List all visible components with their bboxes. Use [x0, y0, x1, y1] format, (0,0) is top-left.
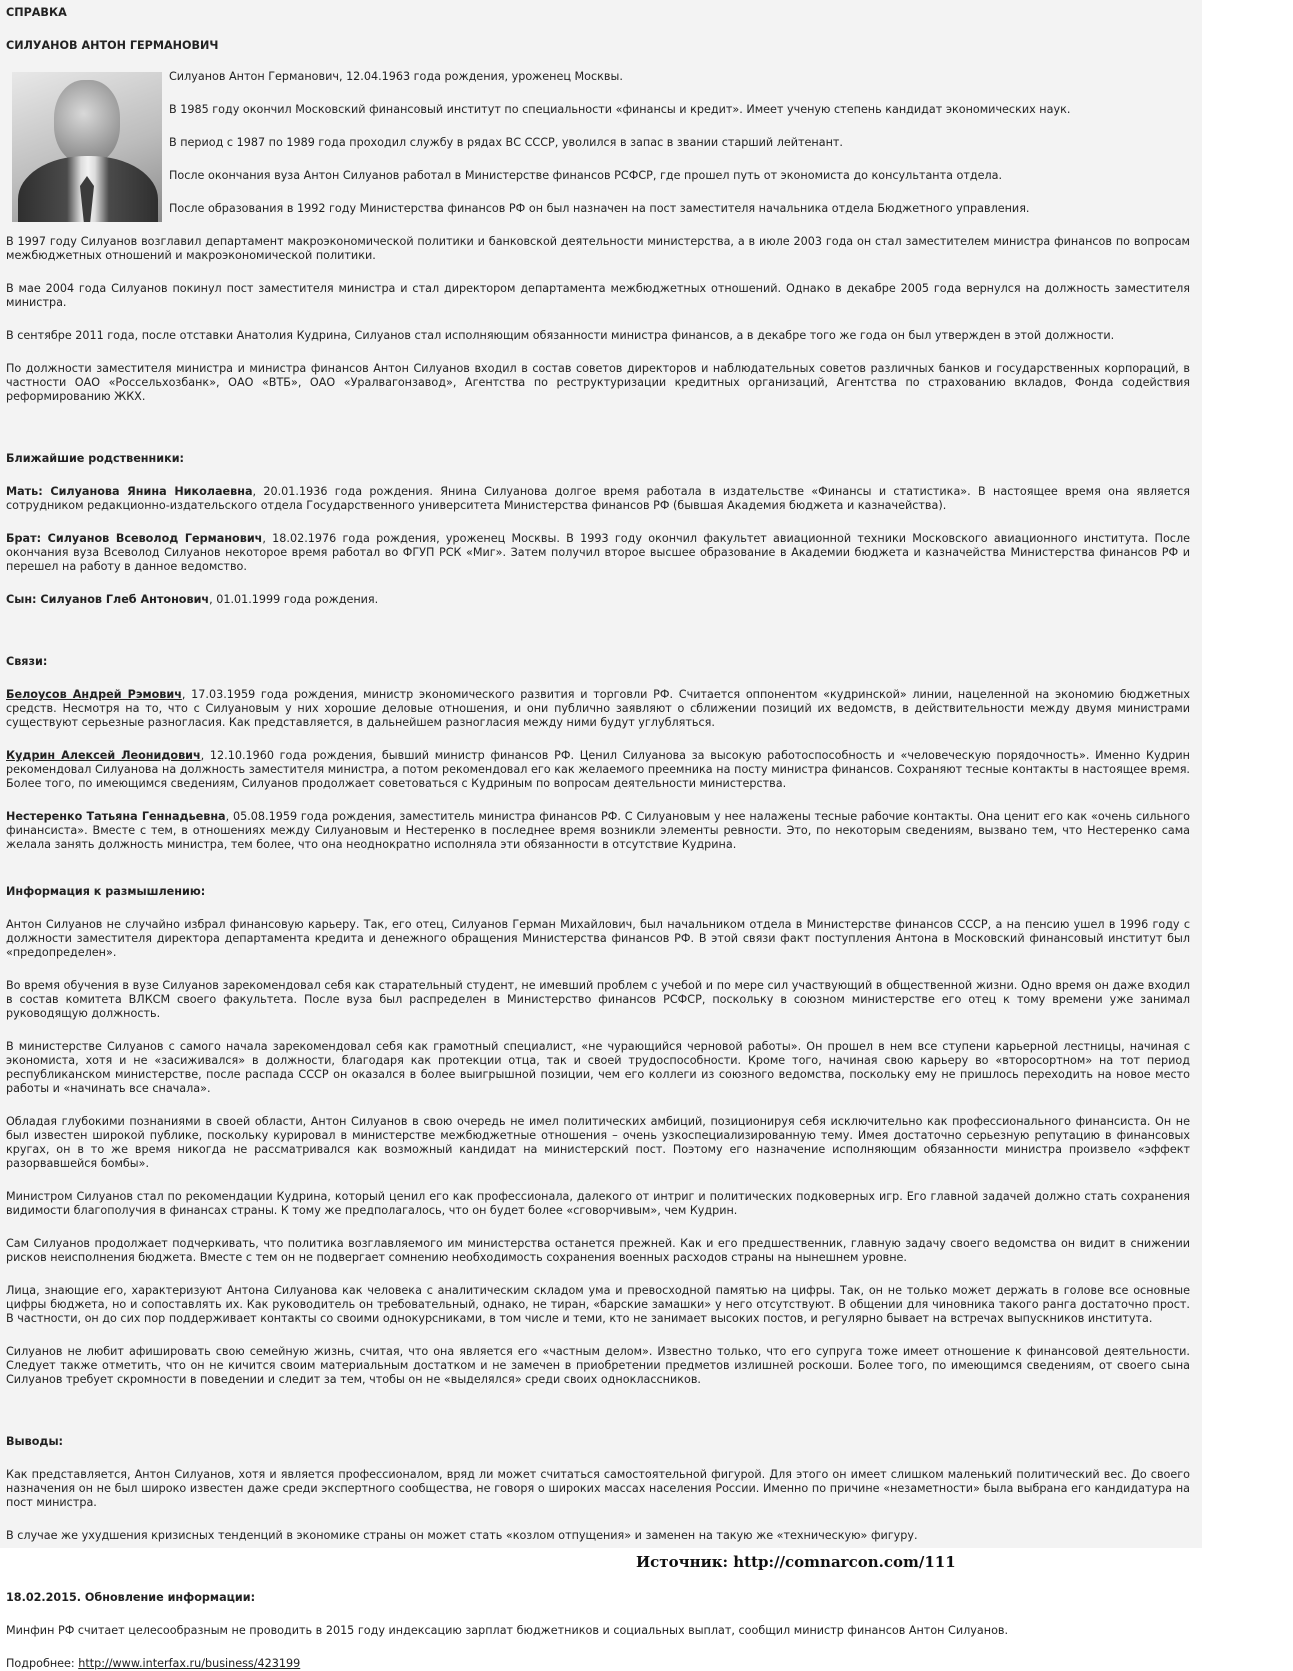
person-link[interactable]: Кудрин Алексей Леонидович [6, 749, 201, 762]
conclusion-paragraph: Как представляется, Антон Силуанов, хотя и является профессионалом, вряд ли может считаться самостоятельной фигурой. Для этого он имеет слишком маленький политический вес. До своего назначения он не был широко известен даже среди экспертного сообщества, не говоря о широких массах населения России. Именно по причине «незаметности» была выбрана его кандидатура на пост министра. [6, 1468, 1190, 1509]
reflection-paragraph: Сам Силуанов продолжает подчеркивать, что политика возглавляемого им министерства останется прежней. Как и его предшественник, главную задачу своего ведомства он видит в снижении рисков неисполнения бюджета. Вместе с тем он не подвергает сомнению необходимость сохранения военных расходов страны на нынешнем уровне. [6, 1237, 1190, 1264]
link-item: Белоусов Андрей Рэмович, 17.03.1959 года рождения, министр экономического развития и торговли РФ. Считается оппонентом «кудринской» линии, нацеленной на экономию бюджетных средств. Несмотря на то, что с Силуановым у них хорошие деловые отношения, и они публично заявляют о сближении позиций их ведомств, в действительности между двумя министрами существуют серьезные разногласия. Как представляется, в дальнейшем разногласия между ними будут углубляться. [6, 688, 1191, 729]
person-name-bold: Нестеренко Татьяна Геннадьевна [6, 810, 226, 823]
person-link[interactable]: Белоусов Андрей Рэмович [6, 688, 182, 701]
relatives-heading: Ближайшие родственники: [6, 452, 185, 465]
bio-paragraph: В 1985 году окончил Московский финансовый институт по специальности «финансы и кредит». Имеет ученую степень кандидат экономических наук. [169, 103, 1071, 116]
update-text: Минфин РФ считает целесообразным не проводить в 2015 году индексацию зарплат бюджетников и социальных выплат, сообщил министр финансов Антон Силуанов. [6, 1624, 1009, 1637]
update-heading: 18.02.2015. Обновление информации: [6, 1591, 256, 1604]
reflection-paragraph: Антон Силуанов не случайно избрал финансовую карьеру. Так, его отец, Силуанов Герман Михайлович, был начальником отдела в Министерстве финансов СССР, а на пенсию ушел в 1996 году с должности заместителя директора департамента кредита и денежного обращения Министерства финансов РФ. В этой связи факт поступления Антона в Московский финансовый институт был «предопределен». [6, 918, 1190, 959]
bio-paragraph: В мае 2004 года Силуанов покинул пост заместителя министра и стал директором департамента межбюджетных отношений. Однако в декабре 2005 года вернулся на должность заместителя министра. [6, 282, 1190, 309]
conclusions-heading: Выводы: [6, 1435, 64, 1448]
relative-item: Сын: Силуанов Глеб Антонович, 01.01.1999 года рождения. [6, 593, 379, 606]
bio-paragraph: В период с 1987 по 1989 года проходил службу в рядах ВС СССР, уволился в запас в звании старший лейтенант. [169, 136, 843, 149]
link-item: Нестеренко Татьяна Геннадьевна, 05.08.1959 года рождения, заместитель министра финансов РФ. С Силуановым у нее налажены тесные рабочие контакты. Она ценит его как «очень сильного финансиста». Вместе с тем, в отношениях между Силуановым и Нестеренко в последнее время возникли элементы ревности. Это, по некоторым сведениям, вызвано тем, что Нестеренко сама желала занять должность министра, тем более, что она неоднократно исполняла эти обязанности в отсутствие Кудрина. [6, 810, 1190, 851]
conclusion-paragraph: В случае же ухудшения кризисных тенденций в экономике страны он может стать «козлом отпущения» и заменен на такую же «техническую» фигуру. [6, 1529, 918, 1542]
bio-paragraph: По должности заместителя министра и министра финансов Антон Силуанов входил в состав советов директоров и наблюдательных советов различных банков и государственных корпораций, в частности ОАО «Россельхозбанк», ОАО «ВТБ», ОАО «Уралвагонзавод», Агентства по реструктуризации кредитных организаций, Агентства по страхованию вкладов, Фонда содействия реформированию ЖКХ. [6, 362, 1190, 403]
relative-name: Мать: Силуанова Янина Николаевна [6, 485, 253, 498]
bio-paragraph: После окончания вуза Антон Силуанов работал в Министерстве финансов РСФСР, где прошел путь от экономиста до консультанта отдела. [169, 169, 1003, 182]
link-item: Кудрин Алексей Леонидович, 12.10.1960 года рождения, бывший министр финансов РФ. Ценил Силуанова за высокую работоспособность и «человеческую порядочность». Именно Кудрин рекомендовал Силуанова на должность заместителя министра, а потом рекомендовал его как желаемого преемника на посту министра финансов. Сохраняют тесные контакты в настоящее время. Более того, по имеющимся сведениям, Силуанов продолжает советоваться с Кудриным по вопросам деятельности министерства. [6, 749, 1190, 790]
doc-title: СПРАВКА [6, 6, 67, 19]
reflection-paragraph: Силуанов не любит афишировать свою семейную жизнь, считая, что она является его «частным делом». Известно только, что его супруга тоже имеет отношение к финансовой деятельности. Следует также отметить, что он не кичится своим материальным достатком и не замечен в приобретении предметов излишней роскоши. Более того, по имеющимся сведениям, от своего сына Силуанов требует скромности в поведении и следит за тем, чтобы он не «выделялся» среди своих одноклассников. [6, 1345, 1190, 1386]
relative-item: Мать: Силуанова Янина Николаевна, 20.01.1936 года рождения. Янина Силуанова долгое время работала в издательстве «Финансы и статистика». В настоящее время она является сотрудником редакционно-издательского отдела Государственного университета Министерства финансов РФ (бывшая Академия бюджета и казначейства). [6, 485, 1190, 512]
links-heading: Связи: [6, 655, 48, 668]
bio-paragraph: Силуанов Антон Германович, 12.04.1963 года рождения, уроженец Москвы. [169, 70, 623, 83]
person-name: СИЛУАНОВ АНТОН ГЕРМАНОВИЧ [6, 39, 219, 52]
reflection-paragraph: Лица, знающие его, характеризуют Антона Силуанова как человека с аналитическим складом ума и превосходной памятью на цифры. Так, он не только может держать в голове все основные цифры бюджета, но и сопоставлять их. Как руководитель он требовательный, однако, не тиран, «барские замашки» у него отсутствуют. В общении для чиновника такого ранга достаточно прост. В частности, он до сих пор поддерживает контакты со своими однокурсниками, в том числе и теми, кто не занимает высоких постов, и регулярно бывает на встречах выпускников института. [6, 1284, 1190, 1325]
more-line: Подробнее: http://www.interfax.ru/business/423199 [6, 1657, 301, 1670]
reflection-paragraph: Обладая глубокими познаниями в своей области, Антон Силуанов в свою очередь не имел политических амбиций, позиционируя себя исключительно как профессионального финансиста. Он не был известен широкой публике, поскольку курировал в министерстве межбюджетные отношения – очень узкоспециализированную тему. Имея достаточно серьезную репутацию в финансовых кругах, он в то же время никогда не рассматривался как возможный кандидат на министерский пост. Поэтому его назначение исполняющим обязанности министра произвело «эффект разорвавшейся бомбы». [6, 1115, 1190, 1170]
interfax-link[interactable]: http://www.interfax.ru/business/423199 [78, 1657, 301, 1670]
reflection-paragraph: В министерстве Силуанов с самого начала зарекомендовал себя как грамотный специалист, «не чурающийся черновой работы». Он прошел в нем все ступени карьерной лестницы, начиная с экономиста, хотя и не «засиживался» в должности, благодаря как протекции отца, так и своей трудоспособности. Кроме того, начиная свою карьеру во «второсортном» на тот период республиканском министерстве, после распада СССР он оказался в более выигрышной позиции, чем его коллеги из союзного ведомства, поскольку ему не пришлось переходить на новое место работы и «начинать все сначала». [6, 1040, 1190, 1095]
relative-name: Брат: Силуанов Всеволод Германович [6, 532, 263, 545]
bio-paragraph: В 1997 году Силуанов возглавил департамент макроэкономической политики и банковской деятельности министерства, а в июле 2003 года он стал заместителем министра финансов по вопросам межбюджетных отношений и макроэкономической политики. [6, 235, 1190, 262]
bio-paragraph: После образования в 1992 году Министерства финансов РФ он был назначен на пост заместителя начальника отдела Бюджетного управления. [169, 202, 1030, 215]
reflection-paragraph: Во время обучения в вузе Силуанов зарекомендовал себя как старательный студент, не имевший проблем с учебой и по мере сил участвующий в общественной жизни. Одно время он даже входил в состав комитета ВЛКСМ своего факультета. После вуза был распределен в Министерство финансов РСФСР, поскольку в союзном министерстве его отец к тому времени уже занимал руководящую должность. [6, 979, 1190, 1020]
reflection-paragraph: Министром Силуанов стал по рекомендации Кудрина, который ценил его как профессионала, далекого от интриг и политических подковерных игр. Его главной задачей должно стать сохранения видимости благополучия в финансах страны. К тому же предполагалось, что он будет более «сговорчивым», чем Кудрин. [6, 1190, 1190, 1217]
bio-paragraph: В сентябре 2011 года, после отставки Анатолия Кудрина, Силуанов стал исполняющим обязанности министра финансов, а в декабре того же года он был утвержден в этой должности. [6, 329, 1115, 342]
reflection-heading: Информация к размышлению: [6, 885, 206, 898]
source-caption: Источник: http://comnarcon.com/111 [636, 1553, 956, 1571]
portrait-photo [12, 72, 162, 222]
relative-name: Сын: Силуанов Глеб Антонович [6, 593, 210, 606]
relative-item: Брат: Силуанов Всеволод Германович, 18.02.1976 года рождения, уроженец Москвы. В 1993 году окончил факультет авиационной техники Московского авиационного института. После окончания вуза Всеволод Силуанов некоторое время работал во ФГУП РСК «Миг». Затем получил второе высшее образование в Академии бюджета и казначейства Министерства финансов РФ и перешел на работу в данное ведомство. [6, 532, 1190, 573]
